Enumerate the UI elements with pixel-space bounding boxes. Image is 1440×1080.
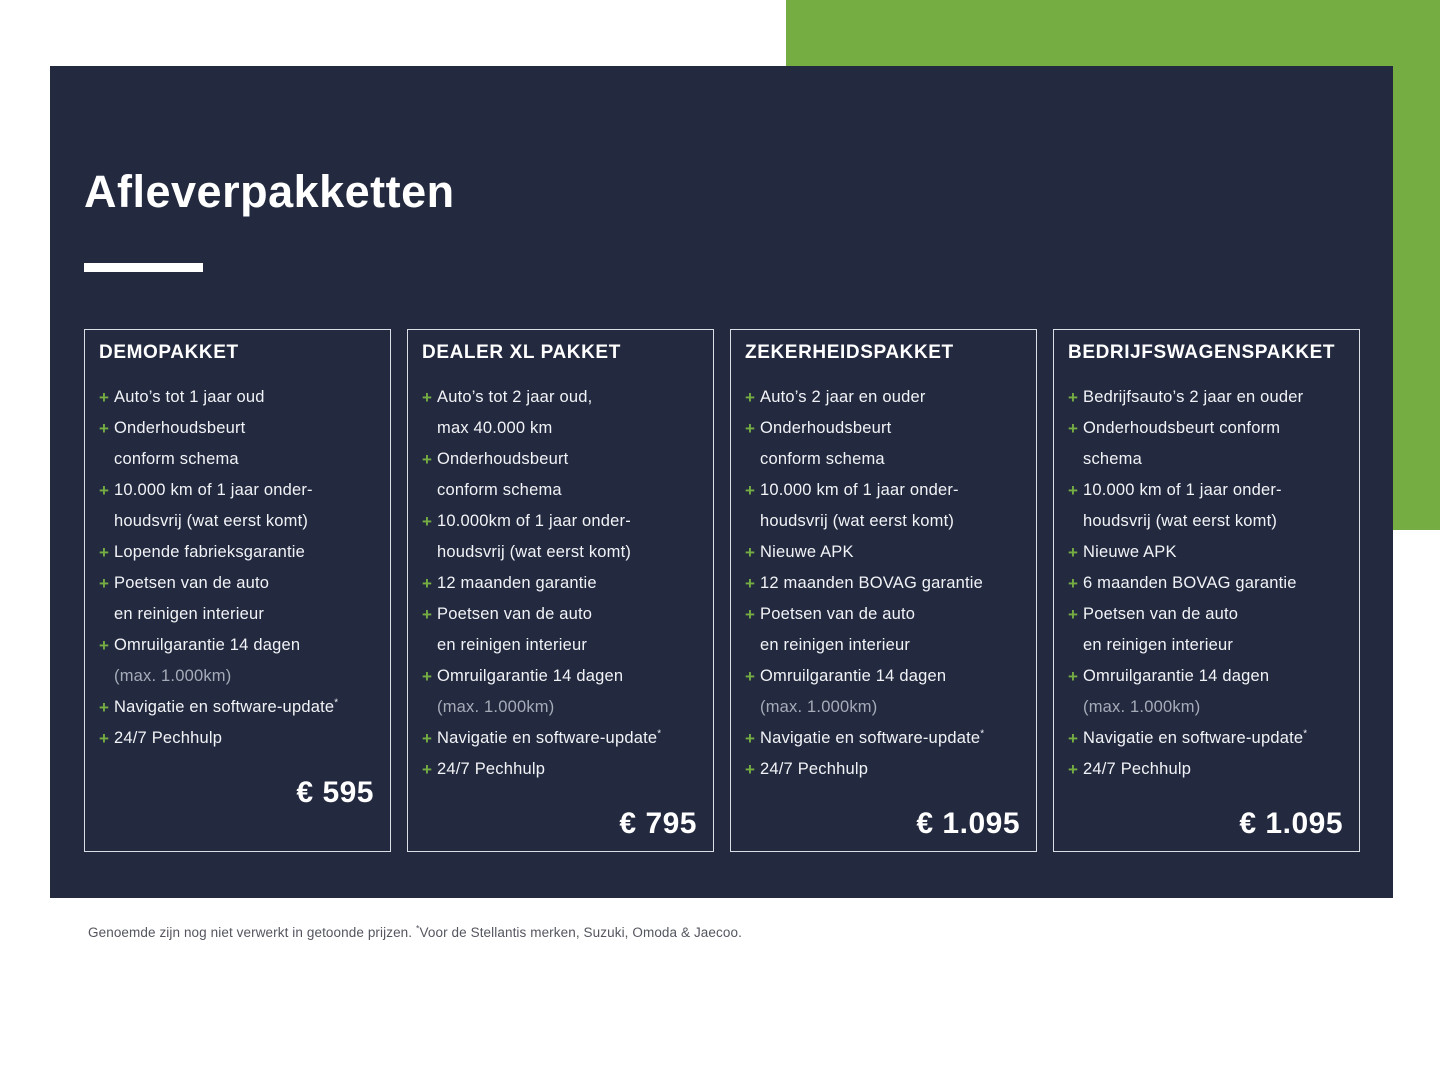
packages-row	[84, 329, 1360, 852]
feature-line: (max. 1.000km)	[114, 667, 232, 685]
feature-item	[422, 754, 699, 785]
package-title: BEDRIJFSWAGENSPAKKET	[1068, 342, 1336, 363]
feature-item	[422, 599, 699, 661]
plus-icon: +	[99, 419, 109, 438]
plus-icon: +	[99, 574, 109, 593]
feature-line: Poetsen van de auto	[114, 574, 270, 592]
plus-icon: +	[422, 388, 432, 407]
feature-line: Auto’s tot 1 jaar oud	[114, 388, 265, 406]
plus-icon: +	[99, 543, 109, 562]
feature-line: en reinigen interieur	[1083, 636, 1234, 654]
feature-item	[745, 413, 1022, 475]
feature-item	[99, 382, 376, 413]
footnote	[88, 924, 742, 942]
feature-line: (max. 1.000km)	[437, 698, 555, 716]
plus-icon: +	[745, 419, 755, 438]
feature-item	[422, 723, 699, 754]
package-title: DEMOPAKKET	[99, 342, 239, 363]
plus-icon: +	[745, 729, 755, 748]
plus-icon: +	[422, 574, 432, 593]
feature-line: 6 maanden BOVAG garantie	[1083, 574, 1297, 592]
feature-item	[422, 568, 699, 599]
package-price: € 1.095	[916, 807, 1020, 840]
feature-line: Bedrijfsauto’s 2 jaar en ouder	[1083, 388, 1304, 406]
plus-icon: +	[1068, 729, 1078, 748]
feature-line: (max. 1.000km)	[760, 698, 878, 716]
feature-item	[745, 754, 1022, 785]
feature-line: Auto’s 2 jaar en ouder	[760, 388, 926, 406]
plus-icon: +	[745, 760, 755, 779]
feature-line: 10.000 km of 1 jaar onder-	[114, 481, 313, 499]
feature-line: (max. 1.000km)	[1083, 698, 1201, 716]
plus-icon: +	[1068, 574, 1078, 593]
plus-icon: +	[1068, 543, 1078, 562]
feature-item	[1068, 537, 1345, 568]
feature-item	[1068, 475, 1345, 537]
feature-line: Navigatie en software-update*	[437, 728, 662, 747]
package-price: € 595	[296, 776, 374, 809]
title-underline	[84, 263, 203, 272]
feature-line: 10.000 km of 1 jaar onder-	[760, 481, 959, 499]
feature-line: Navigatie en software-update*	[760, 728, 985, 747]
feature-line: Poetsen van de auto	[760, 605, 916, 623]
plus-icon: +	[745, 543, 755, 562]
feature-item	[99, 475, 376, 537]
plus-icon: +	[99, 388, 109, 407]
feature-item	[422, 661, 699, 723]
feature-item	[745, 599, 1022, 661]
feature-item	[422, 444, 699, 506]
feature-item	[1068, 754, 1345, 785]
package-card	[84, 329, 391, 852]
feature-item	[745, 568, 1022, 599]
package-card	[407, 329, 714, 852]
packages-panel	[50, 66, 1393, 898]
feature-item	[422, 382, 699, 444]
plus-icon: +	[422, 729, 432, 748]
footnote-marker: *	[334, 697, 339, 709]
plus-icon: +	[422, 667, 432, 686]
package-title: DEALER XL PAKKET	[422, 342, 621, 363]
package-features	[745, 382, 1022, 785]
feature-line: conform schema	[437, 481, 562, 499]
feature-line: schema	[1083, 450, 1142, 468]
feature-line: Onderhoudsbeurt	[437, 450, 569, 468]
plus-icon: +	[745, 481, 755, 500]
plus-icon: +	[1068, 388, 1078, 407]
plus-icon: +	[1068, 760, 1078, 779]
feature-line: en reinigen interieur	[437, 636, 588, 654]
feature-line: Nieuwe APK	[1083, 543, 1177, 561]
plus-icon: +	[422, 605, 432, 624]
feature-item	[1068, 661, 1345, 723]
feature-line: houdsvrij (wat eerst komt)	[437, 543, 632, 561]
feature-item	[422, 506, 699, 568]
feature-item	[745, 382, 1022, 413]
footnote-marker: *	[657, 728, 662, 740]
feature-item	[1068, 568, 1345, 599]
feature-item	[1068, 723, 1345, 754]
feature-line: 24/7 Pechhulp	[760, 760, 869, 778]
footnote-marker: *	[980, 728, 985, 740]
plus-icon: +	[745, 388, 755, 407]
feature-line: 24/7 Pechhulp	[437, 760, 546, 778]
plus-icon: +	[99, 481, 109, 500]
feature-item	[99, 723, 376, 754]
feature-line: 24/7 Pechhulp	[1083, 760, 1192, 778]
package-title: ZEKERHEIDSPAKKET	[745, 342, 954, 363]
package-card	[730, 329, 1037, 852]
feature-line: en reinigen interieur	[114, 605, 265, 623]
feature-line: 10.000km of 1 jaar onder-	[437, 512, 631, 530]
feature-line: Omruilgarantie 14 dagen	[437, 667, 624, 685]
feature-line: 12 maanden garantie	[437, 574, 597, 592]
feature-line: Poetsen van de auto	[1083, 605, 1239, 623]
feature-line: Poetsen van de auto	[437, 605, 593, 623]
plus-icon: +	[422, 512, 432, 531]
feature-item	[99, 413, 376, 475]
plus-icon: +	[99, 698, 109, 717]
feature-line: max 40.000 km	[437, 419, 553, 437]
feature-item	[745, 475, 1022, 537]
plus-icon: +	[1068, 667, 1078, 686]
feature-item	[99, 692, 376, 723]
package-features	[422, 382, 699, 785]
feature-line: conform schema	[760, 450, 885, 468]
feature-line: Onderhoudsbeurt	[114, 419, 246, 437]
plus-icon: +	[745, 574, 755, 593]
feature-line: Navigatie en software-update*	[1083, 728, 1308, 747]
plus-icon: +	[1068, 605, 1078, 624]
feature-line: Auto’s tot 2 jaar oud,	[437, 388, 593, 406]
package-features	[99, 382, 376, 754]
feature-line: Omruilgarantie 14 dagen	[1083, 667, 1270, 685]
feature-item	[1068, 413, 1345, 475]
plus-icon: +	[99, 636, 109, 655]
plus-icon: +	[1068, 481, 1078, 500]
package-price: € 1.095	[1239, 807, 1343, 840]
feature-line: houdsvrij (wat eerst komt)	[760, 512, 955, 530]
package-features	[1068, 382, 1345, 785]
package-card	[1053, 329, 1360, 852]
feature-line: houdsvrij (wat eerst komt)	[114, 512, 309, 530]
footnote-marker: *	[1303, 728, 1308, 740]
feature-item	[745, 661, 1022, 723]
feature-line: 12 maanden BOVAG garantie	[760, 574, 983, 592]
feature-line: 24/7 Pechhulp	[114, 729, 223, 747]
feature-line: Onderhoudsbeurt conform	[1083, 419, 1281, 437]
footnote-text: Genoemde zijn nog niet verwerkt in getoonde prijzen.	[88, 925, 416, 940]
feature-item	[745, 723, 1022, 754]
plus-icon: +	[99, 729, 109, 748]
feature-line: houdsvrij (wat eerst komt)	[1083, 512, 1278, 530]
feature-item	[99, 630, 376, 692]
feature-line: conform schema	[114, 450, 239, 468]
plus-icon: +	[422, 760, 432, 779]
feature-item	[99, 568, 376, 630]
plus-icon: +	[422, 450, 432, 469]
package-price: € 795	[619, 807, 697, 840]
plus-icon: +	[1068, 419, 1078, 438]
feature-line: Onderhoudsbeurt	[760, 419, 892, 437]
plus-icon: +	[745, 605, 755, 624]
feature-item	[99, 537, 376, 568]
page-title: Afleverpakketten	[84, 166, 455, 217]
feature-item	[1068, 599, 1345, 661]
footnote-asterisk: *	[416, 923, 420, 934]
feature-line: Omruilgarantie 14 dagen	[114, 636, 301, 654]
feature-line: Omruilgarantie 14 dagen	[760, 667, 947, 685]
feature-line: Nieuwe APK	[760, 543, 854, 561]
feature-line: en reinigen interieur	[760, 636, 911, 654]
feature-item	[745, 537, 1022, 568]
plus-icon: +	[745, 667, 755, 686]
feature-line: Lopende fabrieksgarantie	[114, 543, 306, 561]
feature-item	[1068, 382, 1345, 413]
footnote-brands: Voor de Stellantis merken, Suzuki, Omoda & Jaecoo.	[419, 925, 742, 940]
feature-line: 10.000 km of 1 jaar onder-	[1083, 481, 1282, 499]
feature-line: Navigatie en software-update*	[114, 697, 339, 716]
